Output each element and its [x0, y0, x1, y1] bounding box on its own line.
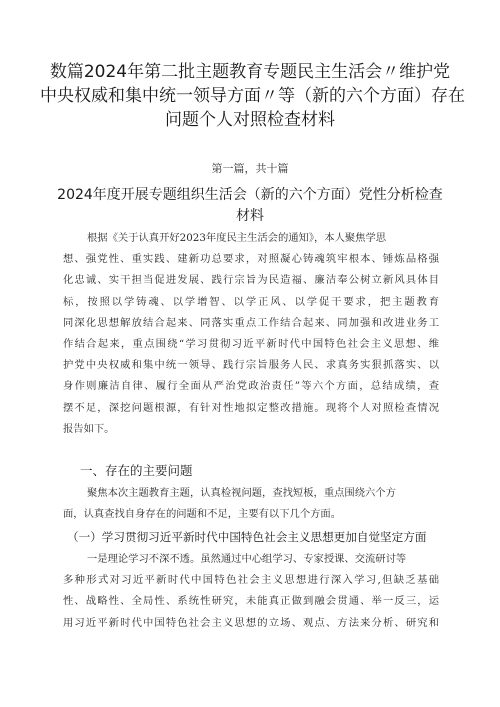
paragraph-line: 想、强党性、重实践、建新功总要求，对照凝心铸魂筑牢根本、锤炼品格强 [63, 253, 439, 266]
document-title-line: 数篇2024年第二批主题教育专题民主生活会〃维护党 [49, 62, 451, 82]
theory-study-paragraph [63, 549, 439, 634]
paragraph-line: 聚焦本次主题教育主题，认真检视问题，查找短板，重点围绕六个方 [87, 487, 396, 499]
paragraph-line: 多种形式对习近平新时代中国特色社会主义思想进行深入学习,但缺乏基础 [63, 574, 439, 587]
paragraph-line: 根据《关于认真开好2023年度民主生活会的通知》，本人聚焦学思 [87, 232, 387, 244]
intro-paragraph [63, 228, 439, 440]
paragraph-line: 护党中央权威和集中统一领导、践行宗旨服务人民、求真务实狠抓落实、以 [63, 359, 439, 372]
paragraph-line: 摆不足，深挖问题根源，有针对性地拟定整改措施。现将个人对照检查情况 [63, 401, 439, 414]
document-title [40, 60, 465, 132]
problems-intro-paragraph [63, 483, 439, 525]
document-title-line: 中央权威和集中统一领导方面〃等（新的六个方面）存在 [40, 86, 465, 106]
article-title [55, 185, 445, 227]
article-counter: 第一篇，共十篇 [211, 162, 289, 175]
paragraph-line: 报告如下。 [63, 422, 115, 435]
paragraph-line: 用习近平新时代中国特色社会主义思想的立场、观点、方法来分析、研究和 [63, 616, 439, 629]
paragraph-line: 身作则廉洁自律、履行全面从严治党政治责任”等六个方面，总结成绩，查 [63, 380, 439, 393]
paragraph-line: 标，按照以学铸魂、以学增智、以学正风、以学促干要求，把主题教育 [63, 295, 439, 308]
subsection-heading-1: （一）学习贯彻习近平新时代中国特色社会主义思想更加自觉坚定方面 [67, 530, 427, 544]
article-title-line: 2024年度开展专题组织生活会（新的六个方面）党性分析检查 [57, 187, 443, 203]
paragraph-line: 性、战略性、全局性、系统性研究，未能真正做到融会贯通、举一反三，运 [63, 595, 439, 608]
paragraph-line: 同深化思想解放结合起来、同落实重点工作结合起来、同加强和改进业务工 [63, 316, 439, 329]
paragraph-line: 化忠诚、实干担当促进发展、践行宗旨为民造福、廉洁奉公树立新风具体目 [63, 274, 439, 287]
document-title-line: 问题个人对照检查材料 [165, 110, 335, 130]
paragraph-line: 作结合起来，重点围绕“学习贯彻习近平新时代中国特色社会主义思想、维 [63, 338, 439, 351]
paragraph-line: 面，认真查找自身存在的问题和不足，主要有以下几个方面。 [63, 508, 342, 521]
section-heading-1: 一、存在的主要问题 [80, 463, 193, 478]
article-title-line: 材料 [236, 208, 264, 224]
paragraph-line: 一是理论学习不深不透。虽然通过中心组学习、专家授课、交流研讨等 [87, 553, 407, 565]
